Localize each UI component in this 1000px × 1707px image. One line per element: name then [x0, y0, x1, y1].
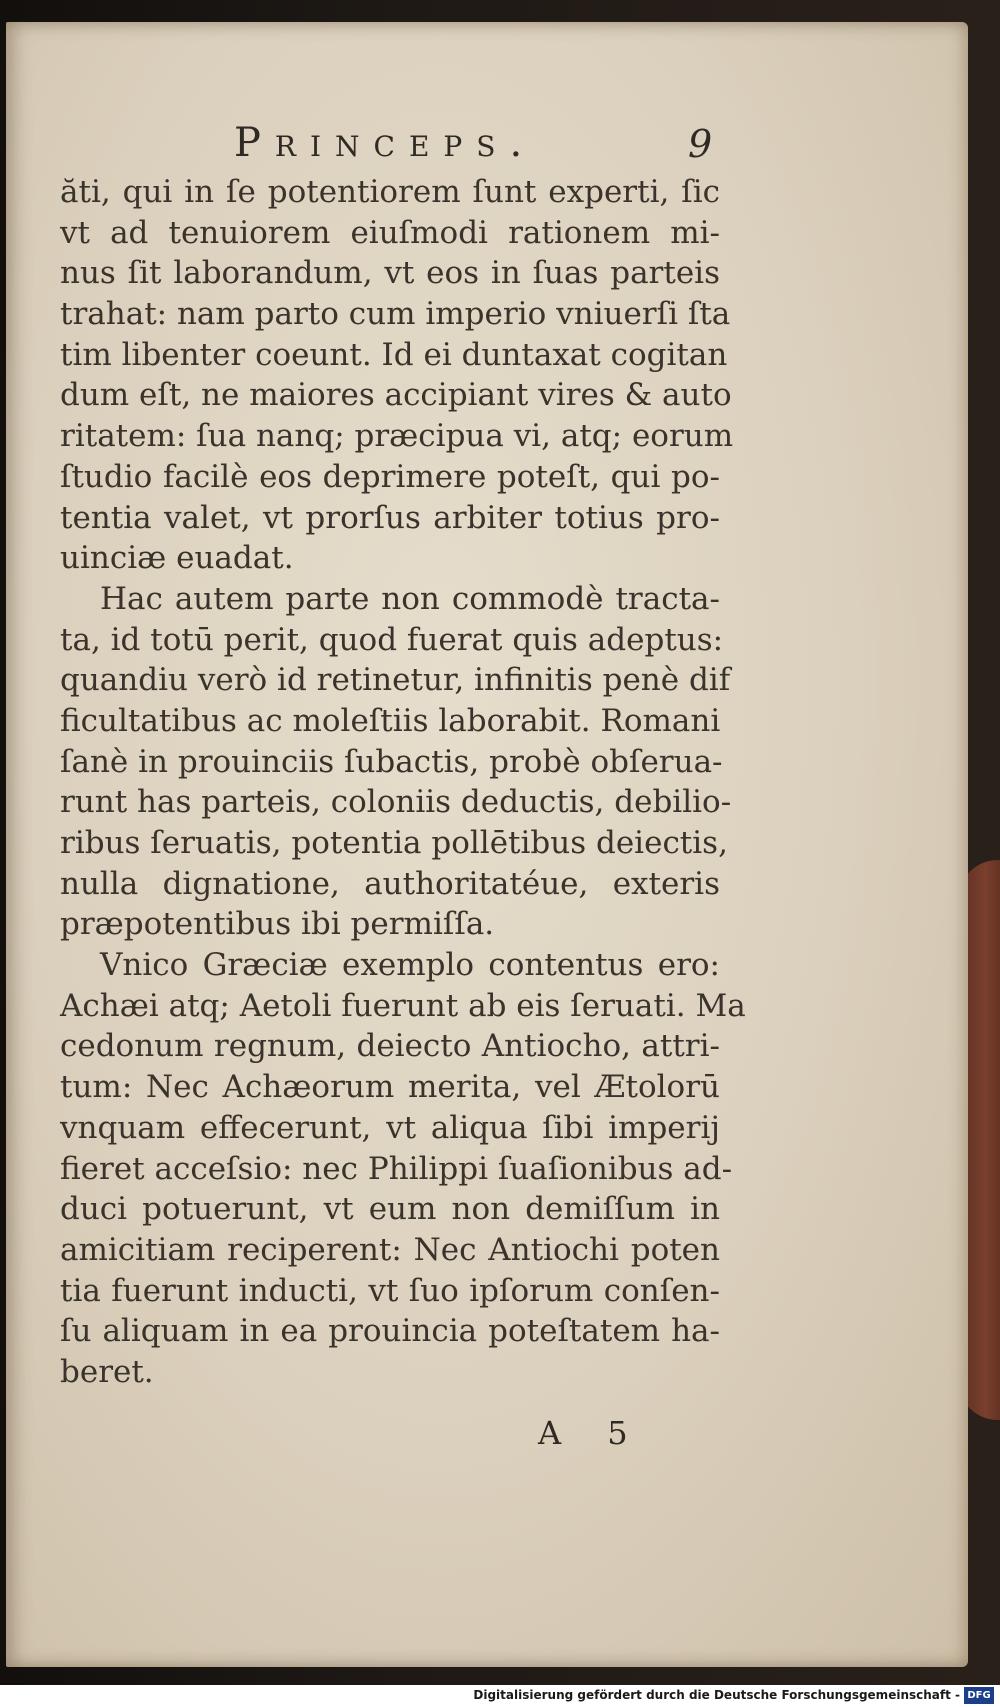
text-line: ficultatibus ac moleſtiis laborabit. Romani — [60, 702, 721, 739]
text-line: nulla dignatione, authoritatéue, exteris — [60, 865, 720, 902]
dfg-logo: DFG — [964, 1687, 994, 1704]
text-line: quandiu verò id retinetur, infinitis penè dif — [60, 662, 731, 699]
signature-mark: A 5 — [538, 1414, 646, 1452]
text-line: uinciæ euadat. — [60, 540, 294, 577]
text-line: ta, id totū perit, quod fuerat quis adeptus: — [60, 621, 724, 658]
text-line: dum eſt, ne maiores accipiant vires & auto — [60, 377, 732, 414]
text-line: præpotentibus ibi permiſſa. — [60, 906, 495, 943]
text-line: duci potuerunt, vt eum non demiſſum in — [60, 1191, 720, 1228]
body-text — [60, 172, 746, 1393]
text-line: vnquam effecerunt, vt aliqua ſibi imperij — [60, 1109, 720, 1146]
running-head: Princeps. — [234, 120, 537, 166]
text-line: ſanè in prouinciis ſubactis, probè obſerua- — [60, 743, 723, 780]
book-page — [6, 22, 968, 1667]
text-line: ſu aliquam in ea prouincia poteſtatem ha- — [60, 1313, 720, 1350]
funding-credit: Digitalisierung gefördert durch die Deutsche Forschungsgemeinschaft - — [473, 1688, 960, 1702]
text-line: ribus ſeruatis, potentia pollētibus deiectis, — [60, 825, 728, 861]
text-line: nus ſit laborandum, vt eos in ſuas parteis — [60, 255, 720, 292]
digitization-footer — [0, 1685, 1000, 1707]
text-line: vt ad tenuiorem eiuſmodi rationem mi- — [60, 214, 720, 251]
text-line: Hac autem parte non commodè tracta- — [100, 580, 720, 617]
text-line: tentia valet, vt prorſus arbiter totius pro- — [60, 499, 720, 536]
text-line: cedonum regnum, deiecto Antiocho, attri- — [60, 1028, 720, 1065]
text-line: runt has parteis, coloniis deductis, debilio- — [60, 784, 732, 821]
text-line: tim libenter coeunt. Id ei duntaxat cogitan — [60, 336, 728, 373]
text-line: amicitiam reciperent: Nec Antiochi poten — [60, 1231, 720, 1268]
text-line: trahat: nam parto cum imperio vniuerſi ſta — [60, 296, 731, 333]
text-line: ăti, qui in ſe potentiorem ſunt experti, ſic — [60, 174, 720, 210]
text-line: tia fuerunt inducti, vt ſuo ipſorum conſen- — [60, 1272, 720, 1309]
text-line: tum: Nec Achæorum merita, vel Ætolorū — [60, 1069, 720, 1106]
text-line: Achæi atq; Aetoli fuerunt ab eis ſeruati. Ma — [60, 987, 746, 1024]
page-number: 9 — [688, 122, 713, 166]
text-line: ſtudio facilè eos deprimere poteſt, qui po- — [60, 458, 720, 495]
text-line: fieret acceſsio: nec Philippi ſuaſionibus ad- — [60, 1150, 733, 1187]
text-line: beret. — [60, 1353, 154, 1390]
text-line: Vnico Græciæ exemplo contentus ero: — [100, 947, 720, 984]
text-line: ritatem: ſua nanq; præcipua vi, atq; eorum — [60, 418, 734, 455]
